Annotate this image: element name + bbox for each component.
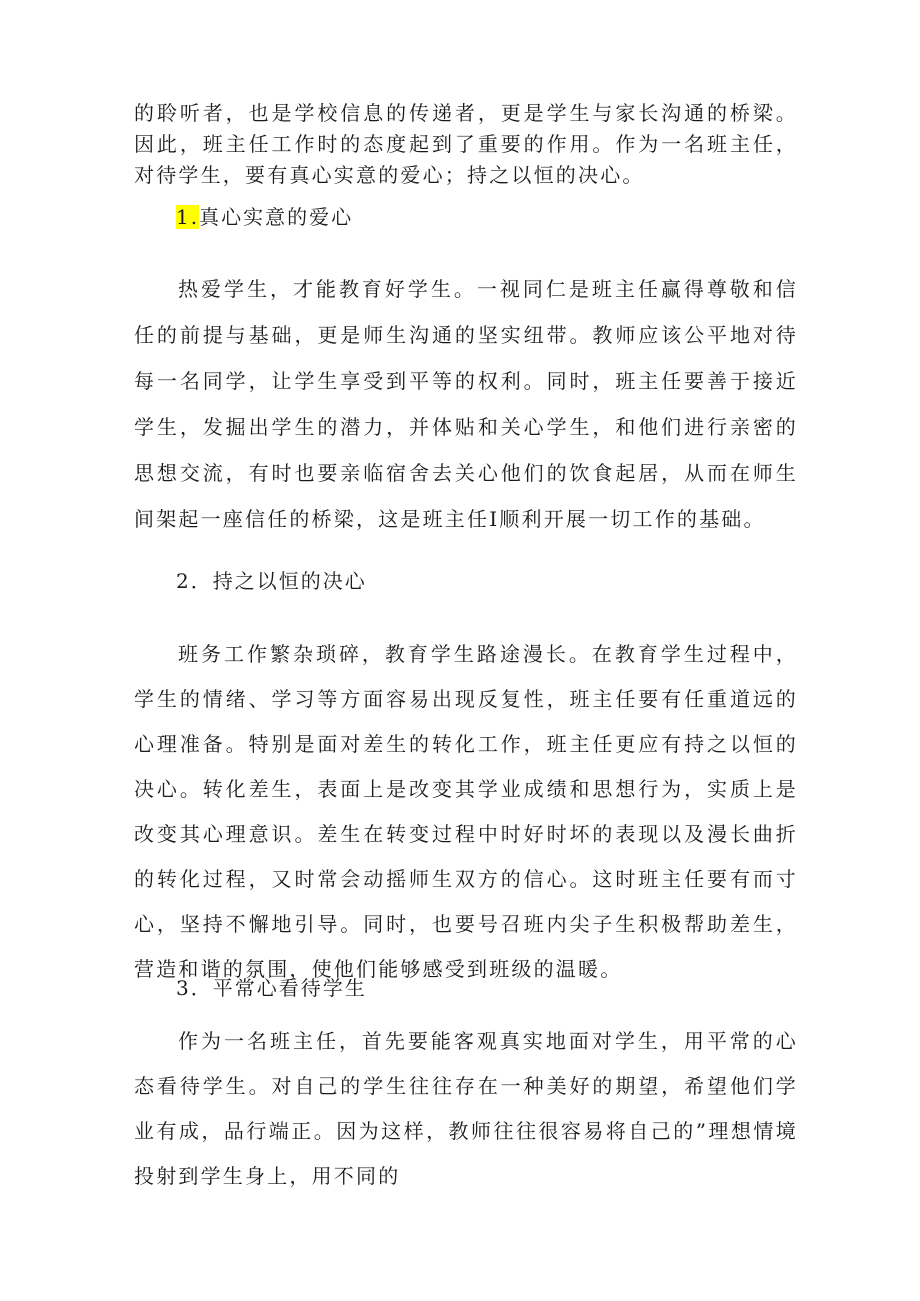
section-1-number: 1. <box>176 205 200 229</box>
section-2-body: 班务工作繁杂琐碎，教育学生路途漫长。在教育学生过程中，学生的情绪、学习等方面容易出现反复性，班主任要有任重道远的心理准备。特别是面对差生的转化工作，班主任更应有持之以恒的决心。转化差生，表面上是改变其学业成绩和思想行为，实质上是改变其心理意识。差生在转变过程中时好时坏的表现以及漫长曲折的转化过程，又时常会动摇师生双方的信心。这时班主任要有而寸心，坚持不懈地引导。同时，也要号召班内尖子生积极帮助差生，营造和谐的氛围，使他们能够感受到班级的温暖。 <box>134 642 798 981</box>
section-1-body: 热爱学生，才能教育好学生。一视同仁是班主任赢得尊敬和信任的前提与基础，更是师生沟通的坚实纽带。教师应该公平地对待每一名同学，让学生享受到平等的权利。同时，班主任要善于接近学生，发掘出学生的潜力，并体贴和关心学生，和他们进行亲密的思想交流，有时也要亲临宿舍去关心他们的饮食起居，从而在师生间架起一座信任的桥梁，这是班主任I顺利开展一切工作的基础。 <box>134 277 798 531</box>
section-3-body: 作为一名班主任，首先要能客观真实地面对学生，用平常的心态看待学生。对自己的学生往往存在一种美好的期望，希望他们学业有成，品行端正。因为这样，教师往往很容易将自己的”理想情境投射到学生身上，用不同的 <box>134 1029 798 1188</box>
intro-paragraph: 的聆听者，也是学校信息的传递者，更是学生与家长沟通的桥梁。因此，班主任工作时的态度起到了重要的作用。作为一名班主任，对待学生，要有真心实意的爱心；持之以恒的决心。 <box>134 101 798 187</box>
section-2-heading: 2．持之以恒的决心 <box>176 569 367 593</box>
section-3-heading: 3．平常心看待学生 <box>176 976 367 1000</box>
section-1-heading <box>176 203 353 231</box>
section-1-title: 真心实意的爱心 <box>199 205 354 229</box>
